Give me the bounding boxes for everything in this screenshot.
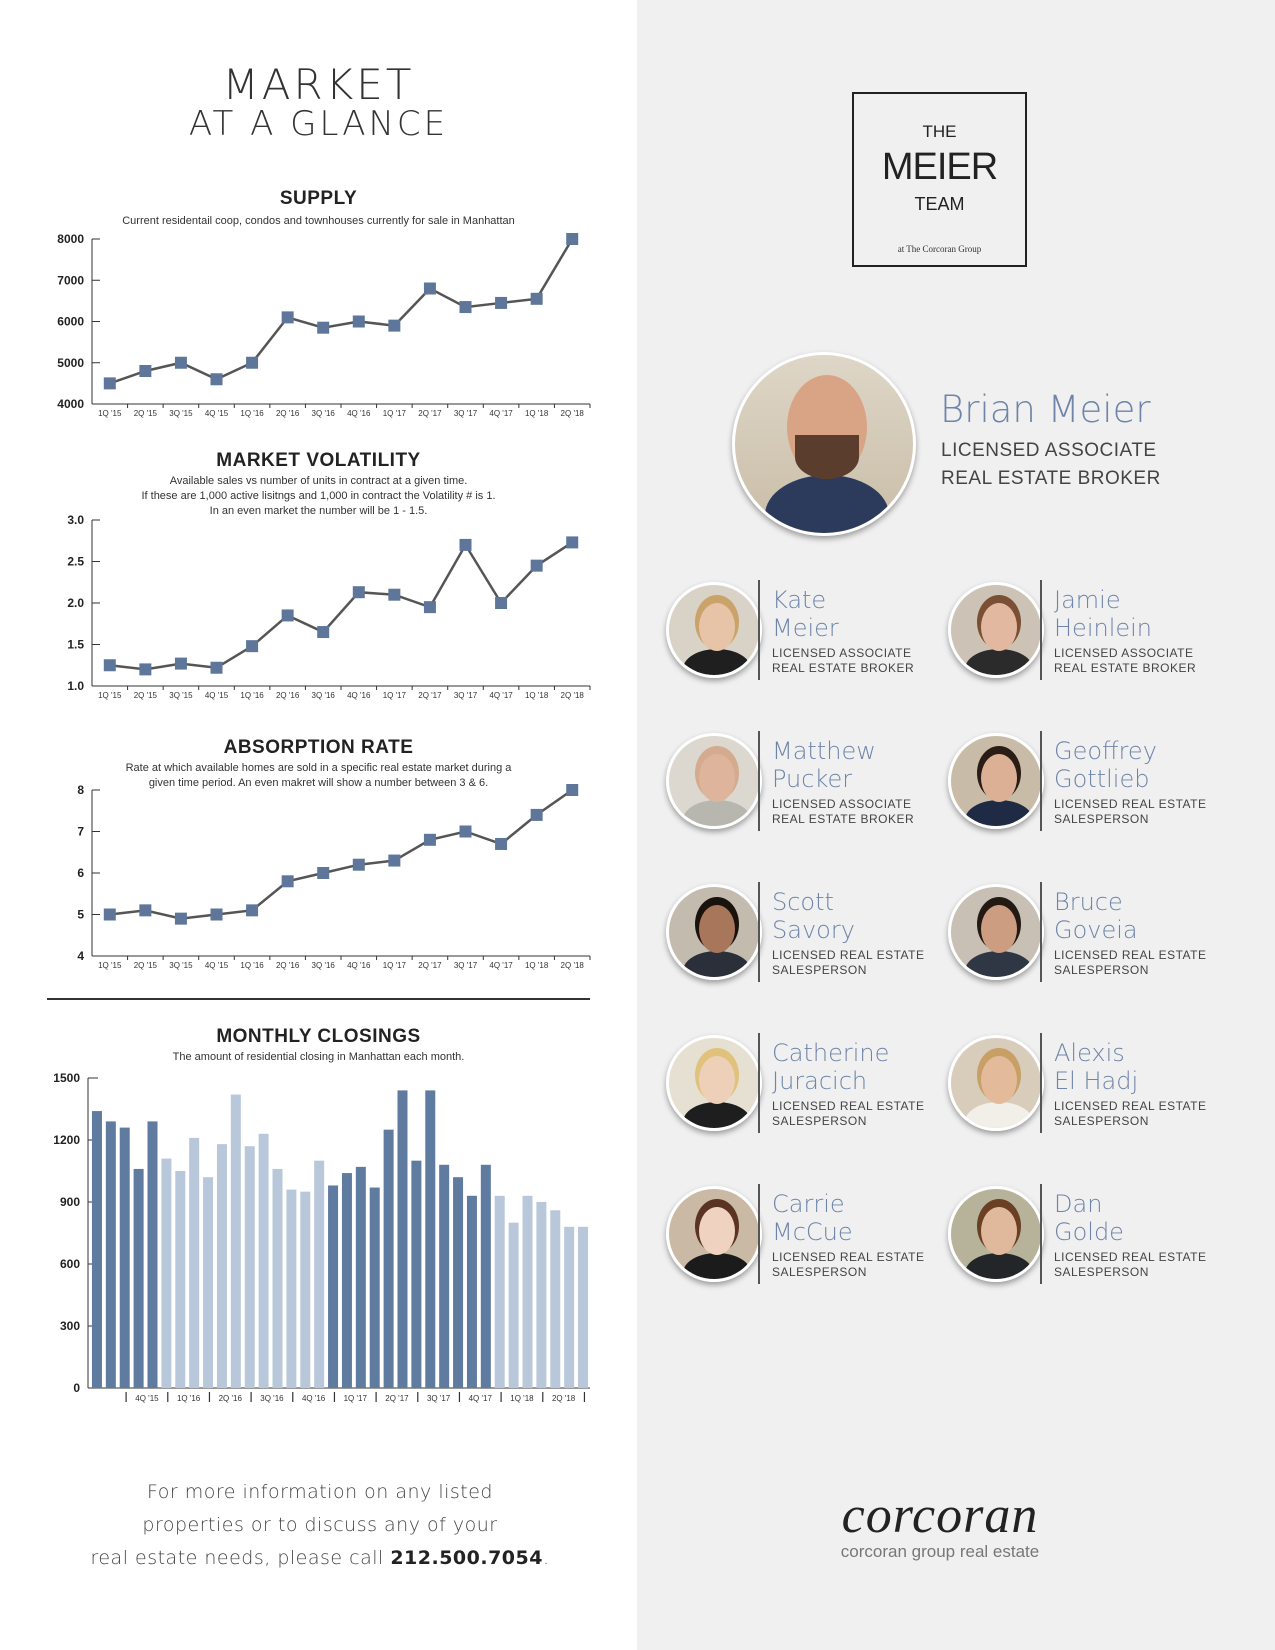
volatility-desc-line1: Available sales vs number of units in contract at a given time. xyxy=(169,475,468,487)
bar xyxy=(189,1138,199,1388)
member-title xyxy=(772,797,914,827)
y-tick-label: 8000 xyxy=(57,232,84,246)
member-last-name: Gottlieb xyxy=(1054,765,1150,793)
member-title-line2: SALESPERSON xyxy=(1054,812,1149,826)
data-point xyxy=(139,904,151,916)
team-member-avatar xyxy=(948,733,1044,829)
bar xyxy=(509,1223,519,1388)
supply-chart xyxy=(0,230,637,420)
team-member-avatar xyxy=(948,1186,1044,1282)
data-point xyxy=(424,283,436,295)
member-last-name: Goveia xyxy=(1054,916,1138,944)
x-tick-label: 2Q '17 xyxy=(418,409,442,418)
member-first-name: Catherine xyxy=(772,1039,890,1067)
member-title-line1: LICENSED REAL ESTATE xyxy=(1054,797,1207,811)
bar xyxy=(467,1196,477,1388)
team-member-avatar xyxy=(948,582,1044,678)
x-tick-label: 2Q '18 xyxy=(560,409,584,418)
x-tick-label: 2Q '18 xyxy=(560,961,584,970)
member-title xyxy=(1054,948,1206,978)
bar xyxy=(120,1128,130,1388)
member-title xyxy=(772,1250,924,1280)
member-divider xyxy=(1040,1033,1042,1133)
x-tick-label: 4Q '15 xyxy=(204,409,229,418)
bar xyxy=(536,1202,546,1388)
y-tick-label: 7 xyxy=(77,824,84,839)
x-tick-label: 4Q '16 xyxy=(347,691,371,700)
y-tick-label: 2.5 xyxy=(67,554,84,569)
avatar-face xyxy=(699,754,735,802)
member-title-line1: LICENSED REAL ESTATE xyxy=(772,1099,925,1113)
member-title-line1: LICENSED ASSOCIATE xyxy=(772,797,912,811)
lead-title xyxy=(941,437,1161,493)
avatar-face xyxy=(699,905,735,953)
logo-meier: MEIER xyxy=(881,146,998,188)
x-tick-label: 1Q '15 xyxy=(98,961,122,970)
member-divider xyxy=(758,1184,760,1284)
data-point xyxy=(317,867,329,879)
x-tick-label: 4Q '17 xyxy=(468,1394,492,1403)
x-tick-label: 3Q '16 xyxy=(311,961,335,970)
member-first-name: Scott xyxy=(772,888,834,916)
x-tick-label: 3Q '17 xyxy=(426,1394,451,1403)
team-member-avatar xyxy=(666,733,762,829)
x-tick-label: 4Q '15 xyxy=(204,691,229,700)
data-point xyxy=(246,904,258,916)
volatility-chart-title: MARKET VOLATILITY xyxy=(216,450,421,471)
member-last-name: Savory xyxy=(772,916,855,944)
member-title xyxy=(772,948,924,978)
y-tick-label: 5000 xyxy=(57,355,84,370)
data-point xyxy=(317,626,329,638)
y-tick-label: 4 xyxy=(77,949,84,963)
bar xyxy=(259,1134,269,1388)
volatility-desc-line3: In an even market the number will be 1 - 1.5. xyxy=(209,505,428,517)
y-tick-label: 4000 xyxy=(57,397,84,411)
x-tick-label: 3Q '17 xyxy=(453,961,478,970)
y-tick-label: 6000 xyxy=(57,314,84,329)
y-tick-label: 1200 xyxy=(53,1133,80,1147)
absorption-desc-line1: Rate at which available homes are sold in a specific real estate market during a xyxy=(125,762,512,774)
x-tick-label: 4Q '17 xyxy=(489,409,513,418)
team-member-avatar xyxy=(666,582,762,678)
member-title-line2: SALESPERSON xyxy=(772,963,867,977)
absorption-desc-line2: given time period. An even makret will show a number between 3 & 6. xyxy=(148,777,489,789)
absorption-chart xyxy=(0,782,637,972)
bar xyxy=(245,1146,255,1388)
x-tick-label: 3Q '17 xyxy=(453,691,478,700)
page-title-line1: MARKET xyxy=(222,60,415,109)
x-tick-label: 2Q '17 xyxy=(418,961,442,970)
absorption-chart-title: ABSORPTION RATE xyxy=(223,737,414,758)
x-tick-label: 1Q '17 xyxy=(343,1394,367,1403)
member-last-name: Golde xyxy=(1054,1218,1124,1246)
y-tick-label: 6 xyxy=(77,866,84,880)
data-point xyxy=(211,662,223,674)
bar xyxy=(342,1173,352,1388)
avatar-face xyxy=(981,1207,1017,1255)
x-tick-label: 1Q '16 xyxy=(176,1394,201,1403)
member-title xyxy=(1054,1099,1206,1129)
team-member-avatar xyxy=(948,1035,1044,1131)
y-tick-label: 1500 xyxy=(53,1071,80,1085)
data-point xyxy=(211,909,223,921)
contact-line2: properties or to discuss any of your xyxy=(142,1514,498,1536)
data-point xyxy=(495,597,507,609)
member-title-line1: LICENSED REAL ESTATE xyxy=(772,1250,925,1264)
bar xyxy=(453,1177,463,1388)
logo-the: THE xyxy=(922,122,957,141)
volatility-desc-line2: If these are 1,000 active lisitngs and 1,000 in contract the Volatility # is 1. xyxy=(141,490,496,502)
bar xyxy=(356,1167,366,1388)
member-last-name: Meier xyxy=(772,614,839,642)
x-tick-label: 4Q '15 xyxy=(204,961,229,970)
supply-chart-title: SUPPLY xyxy=(279,188,358,209)
member-divider xyxy=(758,580,760,680)
data-point xyxy=(175,357,187,369)
corcoran-logo: corcoran xyxy=(841,1487,1039,1544)
data-point xyxy=(282,311,294,323)
logo-group: at The Corcoran Group xyxy=(897,244,982,254)
data-point xyxy=(317,322,329,334)
x-tick-label: 2Q '16 xyxy=(218,1394,242,1403)
member-last-name: Pucker xyxy=(772,765,853,793)
member-title-line2: SALESPERSON xyxy=(1054,1265,1149,1279)
data-point xyxy=(495,297,507,309)
x-tick-label: 1Q '17 xyxy=(382,961,407,970)
member-title-line2: REAL ESTATE BROKER xyxy=(772,812,915,826)
team-member-avatar xyxy=(666,1035,762,1131)
member-first-name: Kate xyxy=(772,586,827,614)
bar xyxy=(300,1192,310,1388)
member-name xyxy=(772,1190,853,1246)
member-last-name: El Hadj xyxy=(1054,1067,1139,1095)
member-name xyxy=(1054,737,1157,793)
member-title-line2: SALESPERSON xyxy=(1054,963,1149,977)
member-title-line2: SALESPERSON xyxy=(1054,1114,1149,1128)
x-tick-label: 2Q '15 xyxy=(133,961,158,970)
data-point xyxy=(353,859,365,871)
member-name xyxy=(772,888,855,944)
bar xyxy=(148,1121,158,1388)
y-tick-label: 5 xyxy=(77,907,84,922)
member-title xyxy=(772,1099,924,1129)
member-divider xyxy=(1040,731,1042,831)
bar xyxy=(425,1090,435,1388)
member-title xyxy=(1054,1250,1206,1280)
y-tick-label: 0 xyxy=(73,1381,80,1395)
x-tick-label: 1Q '18 xyxy=(524,961,549,970)
member-first-name: Carrie xyxy=(772,1190,845,1218)
member-divider xyxy=(1040,1184,1042,1284)
data-point xyxy=(211,373,223,385)
bar xyxy=(273,1169,283,1388)
data-point xyxy=(353,316,365,328)
x-tick-label: 3Q '15 xyxy=(169,409,193,418)
member-title-line1: LICENSED REAL ESTATE xyxy=(772,948,925,962)
member-divider xyxy=(758,1033,760,1133)
x-tick-label: 2Q '18 xyxy=(551,1394,576,1403)
member-title xyxy=(1054,797,1206,827)
avatar-face xyxy=(699,603,735,651)
corcoran-tagline: corcoran group real estate xyxy=(840,1542,1040,1561)
bar xyxy=(92,1111,102,1388)
bar xyxy=(328,1185,338,1388)
avatar-face xyxy=(699,1056,735,1104)
y-tick-label: 7000 xyxy=(57,273,84,288)
bar xyxy=(495,1196,505,1388)
bar xyxy=(314,1161,324,1388)
bar xyxy=(231,1095,241,1388)
data-point xyxy=(531,293,543,305)
member-title-line1: LICENSED REAL ESTATE xyxy=(1054,1250,1207,1264)
y-tick-label: 900 xyxy=(59,1195,80,1209)
contact-info xyxy=(60,1476,580,1575)
bar xyxy=(398,1090,408,1388)
logo-team: TEAM xyxy=(914,194,965,214)
member-divider xyxy=(1040,580,1042,680)
data-point xyxy=(104,909,116,921)
x-tick-label: 3Q '16 xyxy=(311,409,335,418)
member-title-line2: SALESPERSON xyxy=(772,1265,867,1279)
x-tick-label: 2Q '18 xyxy=(560,691,584,700)
market-panel xyxy=(0,0,637,1650)
avatar-face xyxy=(699,1207,735,1255)
member-title xyxy=(772,646,914,676)
x-tick-label: 2Q '16 xyxy=(275,961,300,970)
bar xyxy=(578,1227,588,1388)
x-tick-label: 2Q '15 xyxy=(133,691,158,700)
y-tick-label: 300 xyxy=(59,1319,80,1333)
avatar-face xyxy=(981,905,1017,953)
closings-chart xyxy=(0,1070,637,1410)
series-line xyxy=(110,790,572,919)
member-name xyxy=(772,1039,889,1095)
data-point xyxy=(175,658,187,670)
x-tick-label: 1Q '18 xyxy=(524,691,549,700)
closings-chart-description: The amount of residential closing in Manhattan each month. xyxy=(172,1051,465,1063)
data-point xyxy=(460,301,472,313)
bar xyxy=(175,1171,185,1388)
contact-line3 xyxy=(60,1542,580,1575)
lead-avatar-beard xyxy=(795,435,859,479)
data-point xyxy=(566,536,578,548)
x-tick-label: 3Q '15 xyxy=(169,961,193,970)
data-point xyxy=(424,601,436,613)
contact-line3-prefix: real estate needs, please call xyxy=(90,1547,391,1569)
x-tick-label: 1Q '16 xyxy=(240,691,264,700)
volatility-chart xyxy=(0,512,637,702)
bar xyxy=(203,1177,213,1388)
bar xyxy=(286,1190,296,1388)
data-point xyxy=(460,826,472,838)
y-tick-label: 1.5 xyxy=(67,637,84,652)
member-title-line1: LICENSED ASSOCIATE xyxy=(772,646,912,660)
member-name xyxy=(1054,888,1138,944)
team-member-avatar xyxy=(666,884,762,980)
closings-chart-title: MONTHLY CLOSINGS xyxy=(216,1026,421,1047)
lead-title-line1: LICENSED ASSOCIATE xyxy=(941,440,1157,461)
data-point xyxy=(246,640,258,652)
data-point xyxy=(388,589,400,601)
y-tick-label: 8 xyxy=(77,783,84,797)
supply-chart-description: Current residentail coop, condos and townhouses currently for sale in Manhattan xyxy=(122,215,515,227)
member-title xyxy=(1054,646,1196,676)
data-point xyxy=(460,539,472,551)
page-title-line2: AT A GLANCE xyxy=(188,104,449,144)
member-first-name: Bruce xyxy=(1054,888,1123,916)
x-tick-label: 1Q '18 xyxy=(510,1394,534,1403)
avatar-face xyxy=(981,754,1017,802)
meier-team-logo xyxy=(852,92,1027,267)
data-point xyxy=(104,377,116,389)
x-tick-label: 1Q '17 xyxy=(382,409,407,418)
x-tick-label: 2Q '15 xyxy=(133,409,158,418)
x-tick-label: 4Q '16 xyxy=(347,961,371,970)
team-member-avatar xyxy=(948,884,1044,980)
x-tick-label: 1Q '15 xyxy=(98,691,122,700)
x-tick-label: 4Q '15 xyxy=(135,1394,159,1403)
x-tick-label: 3Q '17 xyxy=(453,409,478,418)
member-name xyxy=(772,586,839,642)
phone-number[interactable]: 212.500.7054 xyxy=(390,1547,543,1569)
member-last-name: Heinlein xyxy=(1054,614,1153,642)
member-divider xyxy=(758,731,760,831)
y-tick-label: 3.0 xyxy=(67,513,84,527)
member-first-name: Dan xyxy=(1054,1190,1103,1218)
member-name xyxy=(1054,1190,1124,1246)
x-tick-label: 4Q '16 xyxy=(301,1394,326,1403)
bar xyxy=(134,1169,144,1388)
x-tick-label: 3Q '15 xyxy=(169,691,193,700)
data-point xyxy=(566,784,578,796)
member-title-line2: REAL ESTATE BROKER xyxy=(772,661,915,675)
x-tick-label: 1Q '17 xyxy=(382,691,407,700)
contact-line3-suffix: . xyxy=(542,1547,550,1569)
lead-title-line2: REAL ESTATE BROKER xyxy=(941,468,1161,489)
data-point xyxy=(388,855,400,867)
data-point xyxy=(282,875,294,887)
bar xyxy=(384,1130,394,1388)
data-point xyxy=(388,320,400,332)
x-tick-label: 4Q '17 xyxy=(489,961,513,970)
y-tick-label: 2.0 xyxy=(67,596,84,610)
data-point xyxy=(139,365,151,377)
y-tick-label: 600 xyxy=(59,1257,80,1271)
member-title-line2: SALESPERSON xyxy=(772,1114,867,1128)
data-point xyxy=(531,809,543,821)
x-tick-label: 2Q '17 xyxy=(385,1394,409,1403)
data-point xyxy=(104,659,116,671)
member-first-name: Alexis xyxy=(1054,1039,1125,1067)
bar xyxy=(411,1161,421,1388)
data-point xyxy=(282,609,294,621)
bar xyxy=(106,1121,116,1388)
avatar-face xyxy=(981,1056,1017,1104)
x-tick-label: 2Q '16 xyxy=(275,409,300,418)
x-tick-label: 1Q '16 xyxy=(240,961,264,970)
data-point xyxy=(139,663,151,675)
member-last-name: Juracich xyxy=(772,1067,868,1095)
member-last-name: McCue xyxy=(772,1218,853,1246)
x-tick-label: 3Q '16 xyxy=(311,691,335,700)
member-title-line1: LICENSED REAL ESTATE xyxy=(1054,948,1207,962)
data-point xyxy=(353,586,365,598)
member-title-line2: REAL ESTATE BROKER xyxy=(1054,661,1197,675)
bar xyxy=(550,1210,560,1388)
x-tick-label: 4Q '16 xyxy=(347,409,371,418)
x-tick-label: 2Q '17 xyxy=(418,691,442,700)
member-title-line1: LICENSED REAL ESTATE xyxy=(1054,1099,1207,1113)
x-tick-label: 4Q '17 xyxy=(489,691,513,700)
lead-avatar xyxy=(732,352,916,536)
section-divider xyxy=(47,998,590,1000)
data-point xyxy=(424,834,436,846)
member-first-name: Jamie xyxy=(1054,586,1121,614)
member-divider xyxy=(758,882,760,982)
bar xyxy=(439,1165,449,1388)
member-first-name: Geoffrey xyxy=(1054,737,1157,765)
x-tick-label: 1Q '16 xyxy=(240,409,264,418)
team-member-avatar xyxy=(666,1186,762,1282)
data-point xyxy=(531,560,543,572)
x-tick-label: 3Q '16 xyxy=(260,1394,284,1403)
x-tick-label: 2Q '16 xyxy=(275,691,300,700)
bar xyxy=(161,1159,171,1388)
bar xyxy=(523,1196,533,1388)
data-point xyxy=(175,913,187,925)
member-title-line1: LICENSED ASSOCIATE xyxy=(1054,646,1194,660)
contact-line1: For more information on any listed xyxy=(146,1481,493,1503)
bar xyxy=(217,1144,227,1388)
bar xyxy=(564,1227,574,1388)
member-name xyxy=(1054,1039,1138,1095)
avatar-face xyxy=(981,603,1017,651)
member-name xyxy=(772,737,876,793)
member-first-name: Matthew xyxy=(772,737,876,765)
lead-name: Brian Meier xyxy=(940,388,1151,431)
bar xyxy=(370,1188,380,1388)
x-tick-label: 1Q '18 xyxy=(524,409,549,418)
bar xyxy=(481,1165,491,1388)
x-tick-label: 1Q '15 xyxy=(98,409,122,418)
data-point xyxy=(246,357,258,369)
data-point xyxy=(495,838,507,850)
member-divider xyxy=(1040,882,1042,982)
data-point xyxy=(566,233,578,245)
member-name xyxy=(1054,586,1152,642)
y-tick-label: 1.0 xyxy=(67,679,84,693)
